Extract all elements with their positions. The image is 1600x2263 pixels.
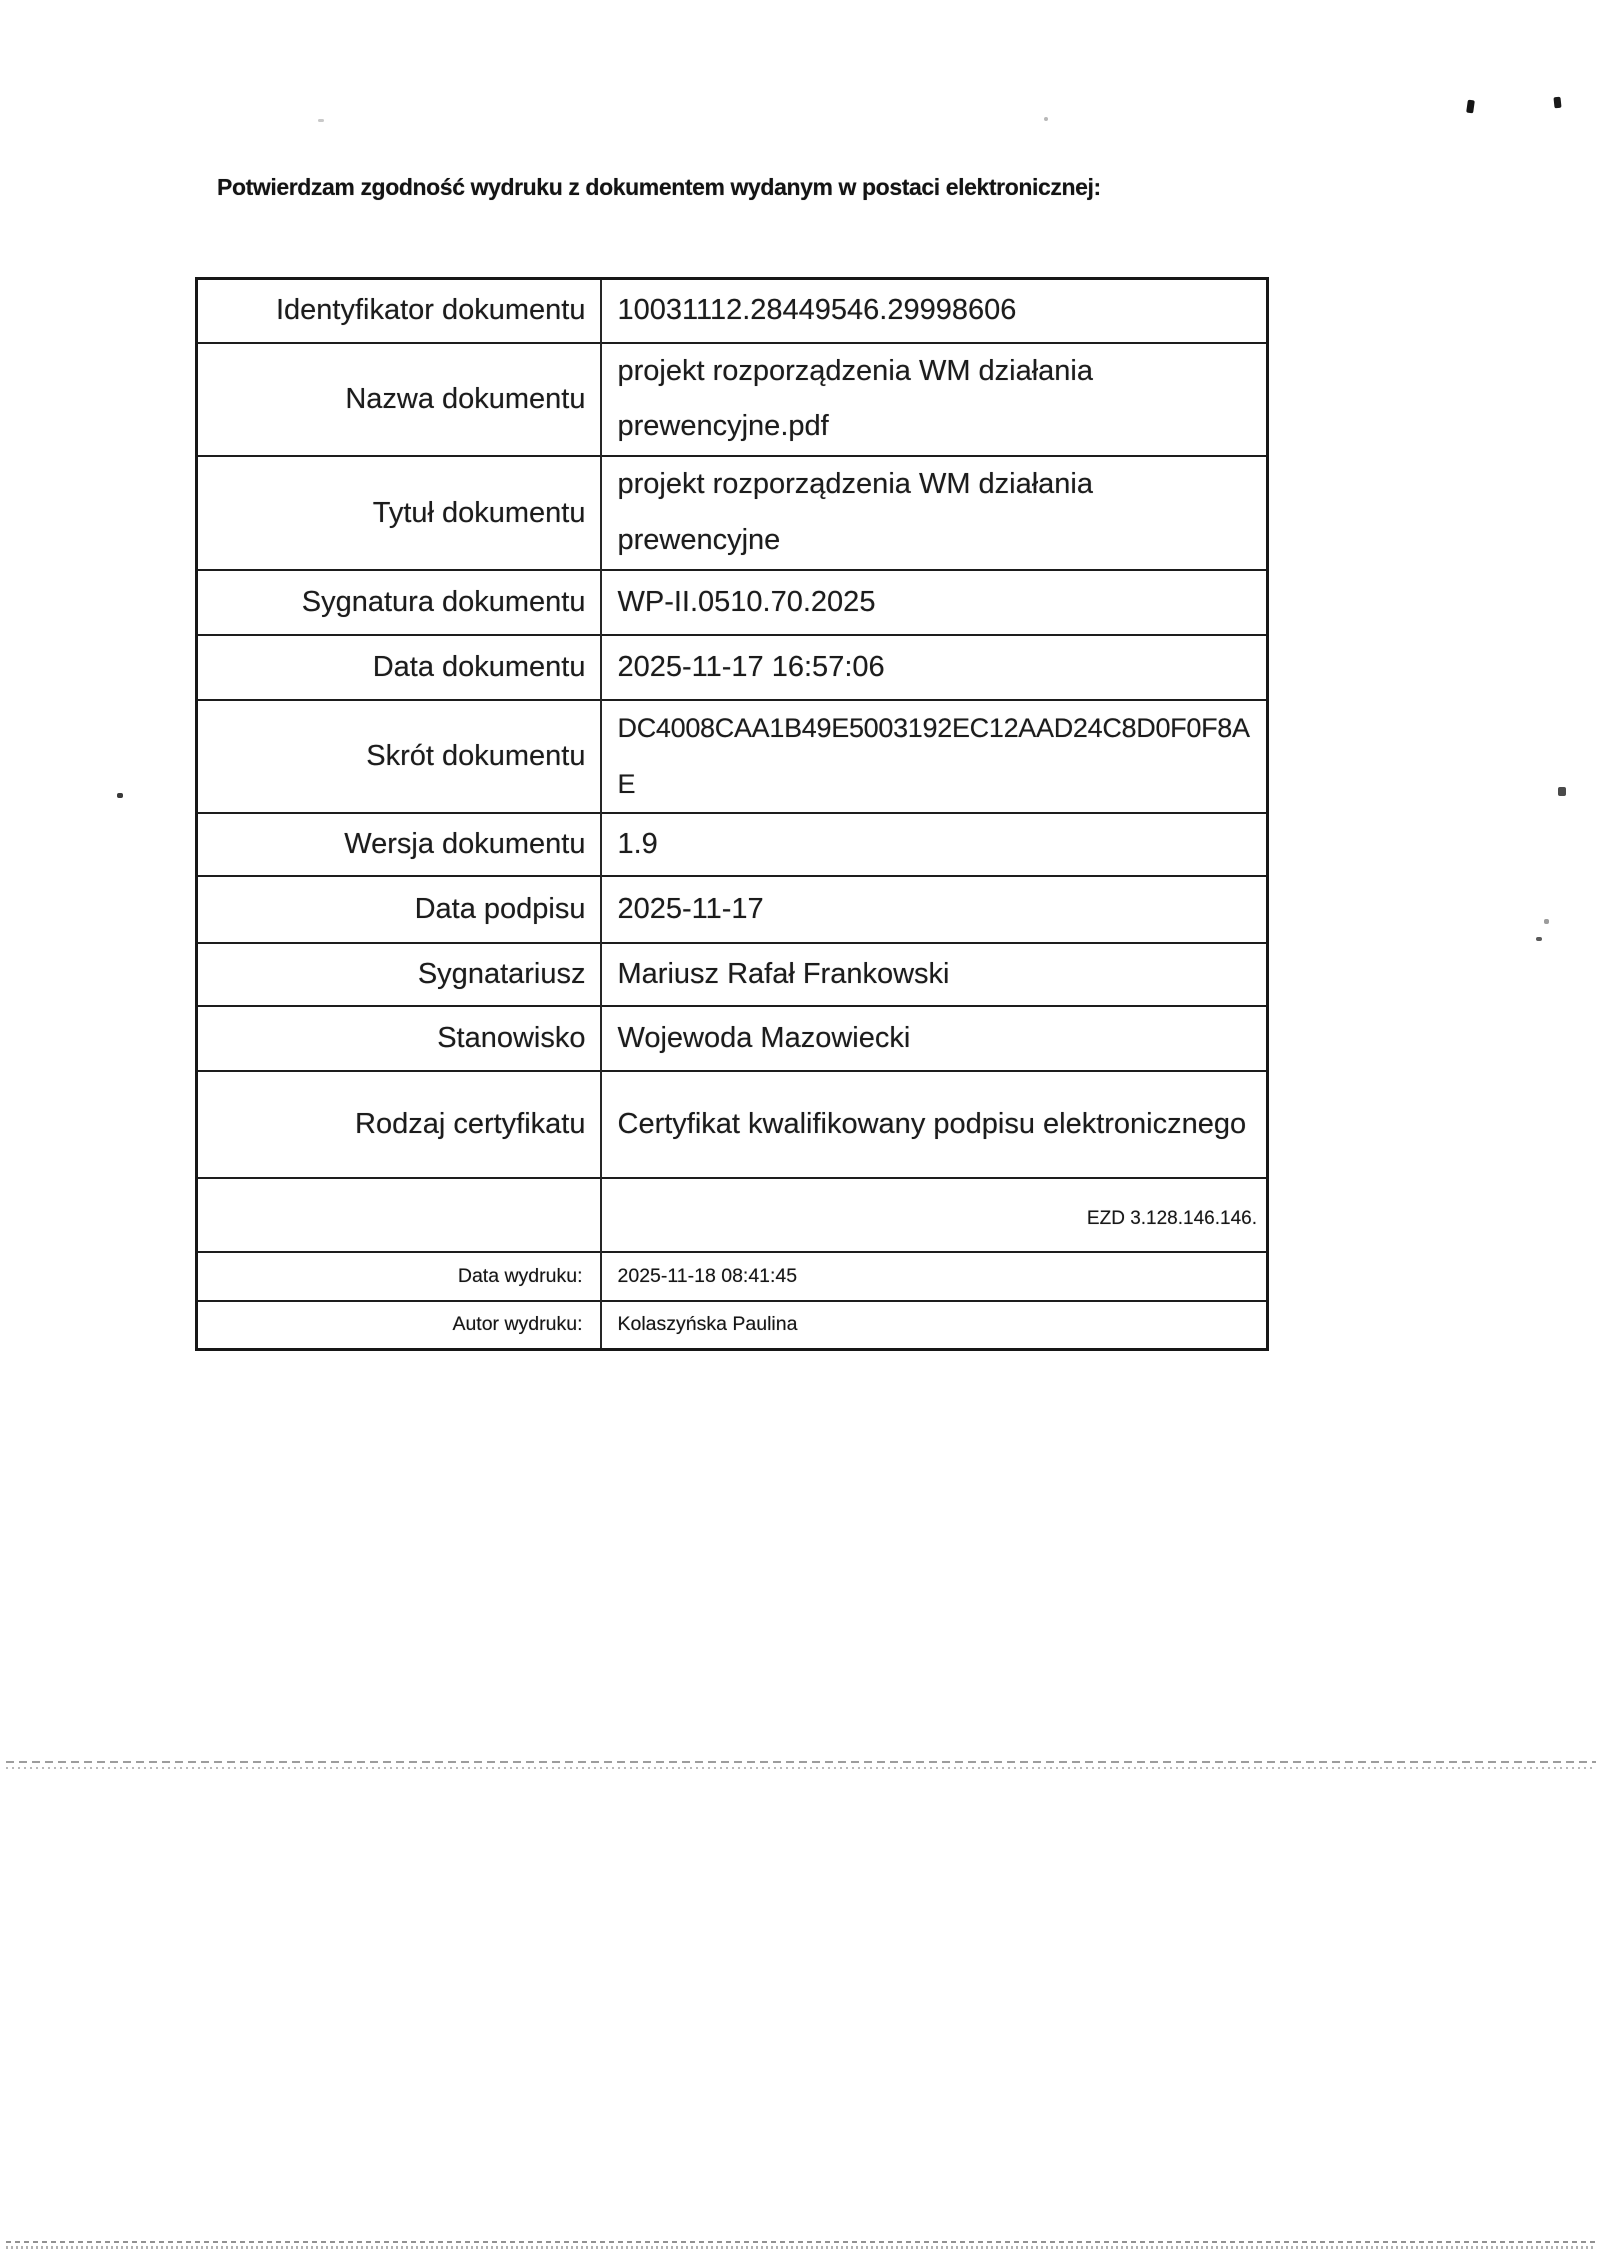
row-value: Mariusz Rafał Frankowski: [601, 943, 1268, 1006]
row-label: Tytuł dokumentu: [197, 456, 601, 570]
row-label: Identyfikator dokumentu: [197, 279, 601, 343]
row-label: Sygnatariusz: [197, 943, 601, 1006]
row-label: Sygnatura dokumentu: [197, 570, 601, 635]
table-row-system-version: [197, 1178, 1268, 1252]
row-value: projekt rozporządzenia WM działania prewencyjne: [601, 456, 1268, 570]
print-author-value: Kolaszyńska Paulina: [601, 1301, 1268, 1349]
scan-artifact-line: [6, 2246, 1596, 2249]
table-row-print-date: [197, 1252, 1268, 1301]
table-row: [197, 813, 1268, 876]
row-value: Certyfikat kwalifikowany podpisu elektronicznego: [601, 1071, 1268, 1178]
row-label: Nazwa dokumentu: [197, 343, 601, 457]
row-label: Skrót dokumentu: [197, 700, 601, 813]
confirmation-statement: Potwierdzam zgodność wydruku z dokumentem wydanym w postaci elektronicznej:: [217, 174, 1101, 200]
print-author-label: Autor wydruku:: [197, 1301, 601, 1349]
row-value: WP-II.0510.70.2025: [601, 570, 1268, 635]
scan-speck: [1558, 787, 1566, 796]
scan-speck: [1536, 937, 1542, 941]
row-label: Data dokumentu: [197, 635, 601, 700]
row-label: Stanowisko: [197, 1006, 601, 1071]
table-row: [197, 635, 1268, 700]
scan-speck: [1553, 97, 1561, 109]
table-row: [197, 700, 1268, 813]
table-row: [197, 876, 1268, 943]
scan-artifact-line: [6, 1761, 1596, 1763]
row-value: 10031112.28449546.29998606: [617, 293, 1017, 326]
row-value: 2025-11-17: [601, 876, 1268, 943]
scan-speck: [1466, 100, 1475, 114]
row-value: 1.9: [601, 813, 1268, 876]
table-row: [197, 343, 1268, 457]
scan-speck: [318, 119, 324, 122]
scan-artifact-line: [6, 2241, 1596, 2243]
table-row: [197, 570, 1268, 635]
table-row-print-author: [197, 1301, 1268, 1349]
scan-artifact-line: [6, 1767, 1596, 1769]
ezd-version-label: EZD 3.128.146.146.: [601, 1178, 1268, 1252]
table-row: [197, 1006, 1268, 1071]
print-date-value: 2025-11-18 08:41:45: [601, 1252, 1268, 1301]
scan-speck: [1544, 919, 1549, 924]
row-label: Data podpisu: [197, 876, 601, 943]
table-row: [197, 279, 1268, 343]
table-row: [197, 456, 1268, 570]
row-label: Rodzaj certyfikatu: [197, 1071, 601, 1178]
row-value: 2025-11-17 16:57:06: [601, 635, 1268, 700]
table-row: [197, 1071, 1268, 1178]
row-label: Wersja dokumentu: [197, 813, 601, 876]
row-label-empty: [197, 1178, 601, 1252]
scan-speck: [117, 793, 123, 798]
row-value: Wojewoda Mazowiecki: [601, 1006, 1268, 1071]
scan-speck: [1044, 117, 1048, 121]
print-date-label: Data wydruku:: [197, 1252, 601, 1301]
row-value-document-hash: DC4008CAA1B49E5003192EC12AAD24C8D0F0F8AE: [601, 700, 1268, 813]
row-value: projekt rozporządzenia WM działania prewencyjne.pdf: [601, 343, 1268, 457]
document-metadata-table: [195, 277, 1269, 1351]
table-row: [197, 943, 1268, 1006]
